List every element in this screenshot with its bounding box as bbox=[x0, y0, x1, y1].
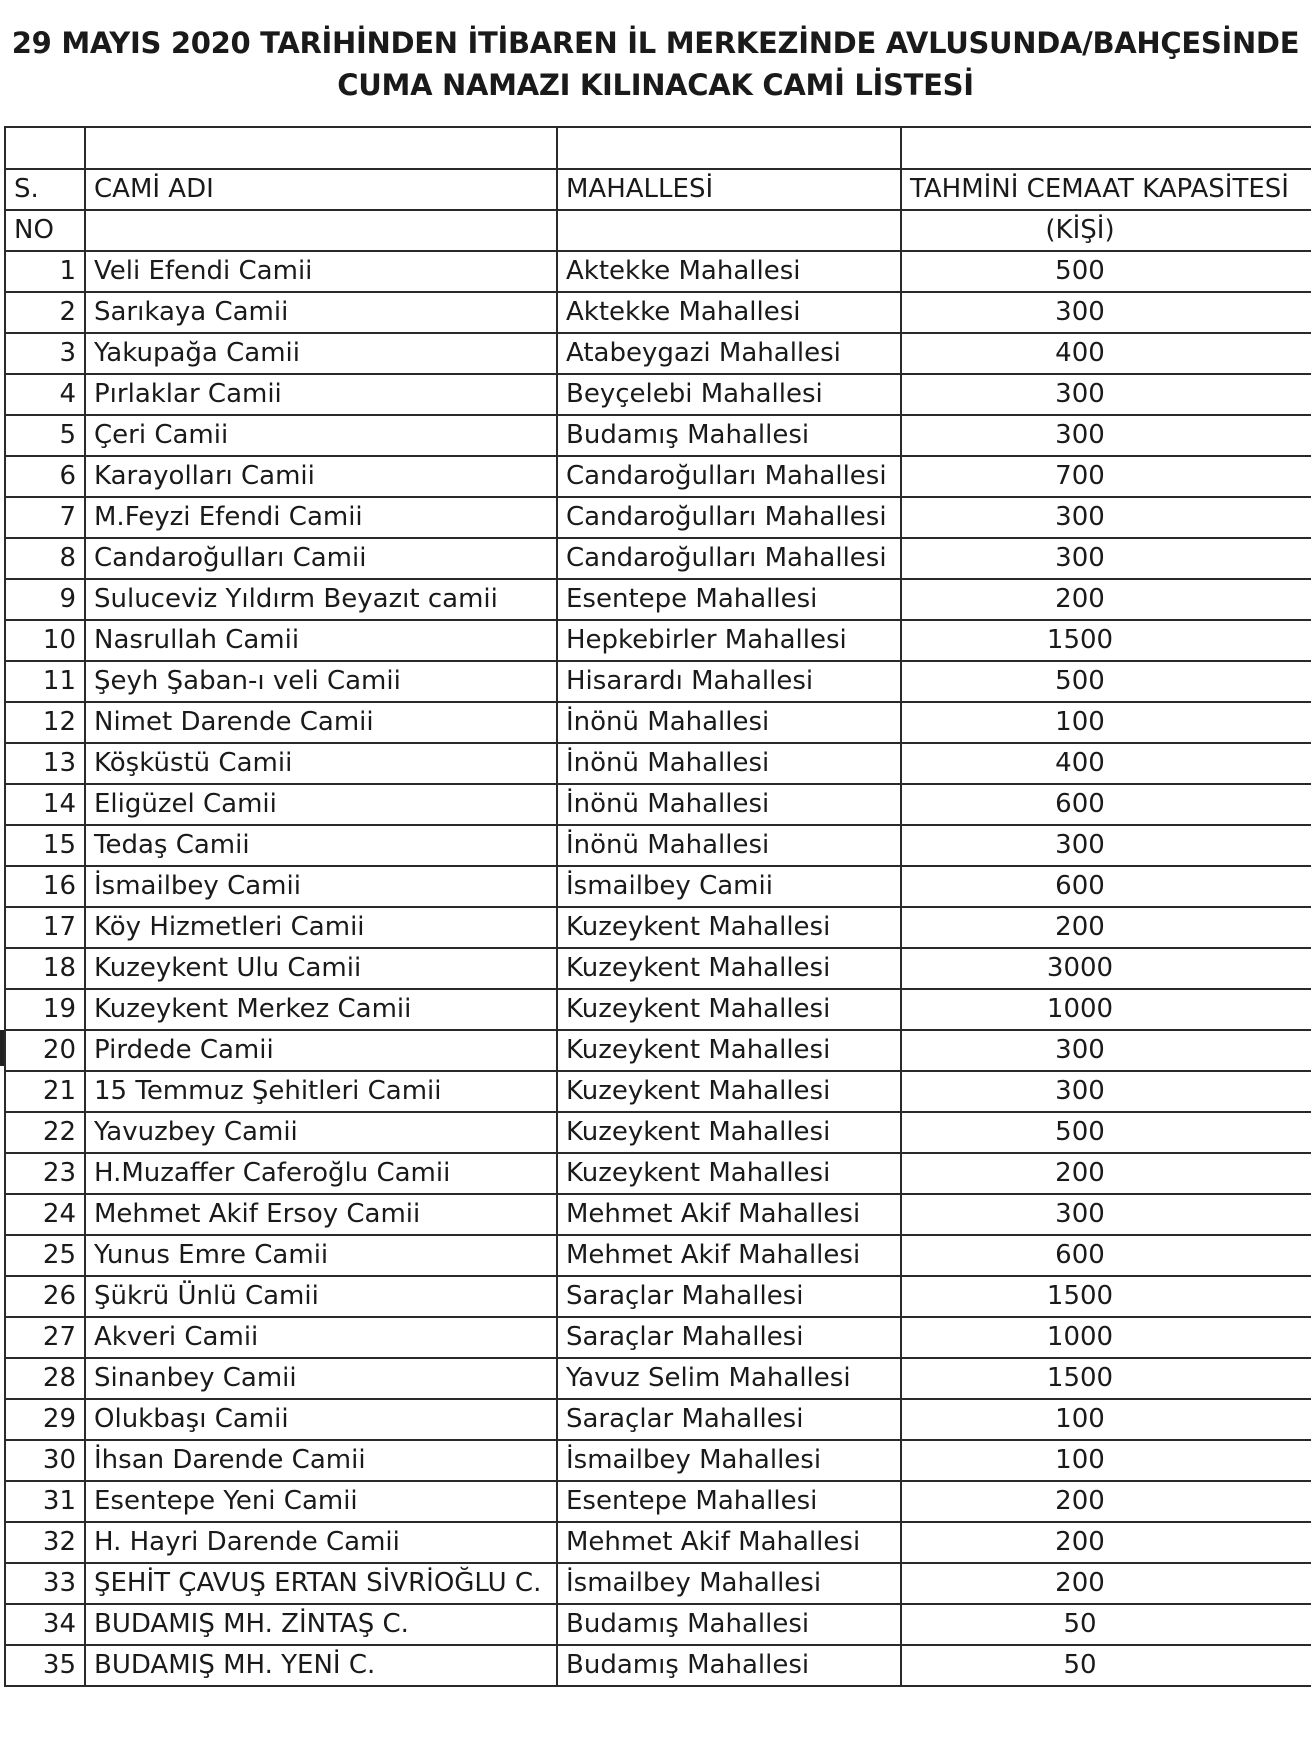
capacity-cell bbox=[901, 661, 1311, 702]
row-number: 5 bbox=[5, 415, 85, 456]
row-number: 12 bbox=[5, 702, 85, 743]
capacity-cell bbox=[901, 497, 1311, 538]
capacity-cell bbox=[901, 1481, 1311, 1522]
row-number: 17 bbox=[5, 907, 85, 948]
mosque-name: Köy Hizmetleri Camii bbox=[85, 907, 557, 948]
row-number: 14 bbox=[5, 784, 85, 825]
mosque-name: H. Hayri Darende Camii bbox=[85, 1522, 557, 1563]
blank-header-row bbox=[5, 127, 1311, 169]
capacity-cell bbox=[901, 538, 1311, 579]
table-row bbox=[5, 1235, 1311, 1276]
table-row bbox=[5, 661, 1311, 702]
mosque-name: Şeyh Şaban-ı veli Camii bbox=[85, 661, 557, 702]
header-row-1 bbox=[5, 169, 1311, 210]
capacity-value: 400 bbox=[1055, 748, 1105, 778]
header-mahalle: MAHALLESİ bbox=[557, 169, 901, 210]
capacity-cell bbox=[901, 1153, 1311, 1194]
mosque-name: Nasrullah Camii bbox=[85, 620, 557, 661]
capacity-cell bbox=[901, 1645, 1311, 1686]
table-row bbox=[5, 1112, 1311, 1153]
capacity-cell bbox=[901, 1030, 1311, 1071]
capacity-value: 1500 bbox=[1046, 1281, 1114, 1311]
row-number: 3 bbox=[5, 333, 85, 374]
mahalle-name: Candaroğulları Mahallesi bbox=[557, 456, 901, 497]
capacity-cell bbox=[901, 784, 1311, 825]
row-number: 18 bbox=[5, 948, 85, 989]
row-number: 31 bbox=[5, 1481, 85, 1522]
capacity-cell bbox=[901, 333, 1311, 374]
table-row bbox=[5, 1399, 1311, 1440]
capacity-cell bbox=[901, 1563, 1311, 1604]
table-row bbox=[5, 1358, 1311, 1399]
row-number: 10 bbox=[5, 620, 85, 661]
mahalle-name: İnönü Mahallesi bbox=[557, 743, 901, 784]
table-row bbox=[5, 1481, 1311, 1522]
capacity-value: 400 bbox=[1055, 338, 1105, 368]
mosque-name: ŞEHİT ÇAVUŞ ERTAN SİVRİOĞLU C. bbox=[85, 1563, 557, 1604]
capacity-value: 500 bbox=[1055, 666, 1105, 696]
mahalle-name: Saraçlar Mahallesi bbox=[557, 1317, 901, 1358]
table-row bbox=[5, 497, 1311, 538]
capacity-cell bbox=[901, 907, 1311, 948]
mahalle-name: Candaroğulları Mahallesi bbox=[557, 497, 901, 538]
mahalle-name: Mehmet Akif Mahallesi bbox=[557, 1522, 901, 1563]
capacity-cell bbox=[901, 825, 1311, 866]
capacity-cell bbox=[901, 456, 1311, 497]
row-number: 8 bbox=[5, 538, 85, 579]
table-row bbox=[5, 1030, 1311, 1071]
mahalle-name: Saraçlar Mahallesi bbox=[557, 1399, 901, 1440]
mosque-name: Esentepe Yeni Camii bbox=[85, 1481, 557, 1522]
mahalle-name: Kuzeykent Mahallesi bbox=[557, 1071, 901, 1112]
row-number: 7 bbox=[5, 497, 85, 538]
capacity-cell bbox=[901, 1440, 1311, 1481]
mahalle-name: İnönü Mahallesi bbox=[557, 702, 901, 743]
mosque-name: Yavuzbey Camii bbox=[85, 1112, 557, 1153]
capacity-value: 300 bbox=[1055, 379, 1105, 409]
capacity-value: 500 bbox=[1055, 256, 1105, 286]
capacity-value: 300 bbox=[1055, 420, 1105, 450]
capacity-value: 500 bbox=[1055, 1117, 1105, 1147]
capacity-value: 50 bbox=[1063, 1650, 1097, 1680]
row-number: 4 bbox=[5, 374, 85, 415]
capacity-value: 200 bbox=[1055, 584, 1105, 614]
capacity-cell bbox=[901, 743, 1311, 784]
title-line-2: CUMA NAMAZI KILINACAK CAMİ LİSTESİ bbox=[337, 68, 974, 102]
mosque-name: Sinanbey Camii bbox=[85, 1358, 557, 1399]
mahalle-name: Aktekke Mahallesi bbox=[557, 292, 901, 333]
row-number: 26 bbox=[5, 1276, 85, 1317]
capacity-value: 200 bbox=[1055, 1527, 1105, 1557]
capacity-cell bbox=[901, 1194, 1311, 1235]
mahalle-name: Mehmet Akif Mahallesi bbox=[557, 1194, 901, 1235]
table-row bbox=[5, 538, 1311, 579]
capacity-value: 300 bbox=[1055, 1199, 1105, 1229]
mahalle-name: Candaroğulları Mahallesi bbox=[557, 538, 901, 579]
mosque-name: Yunus Emre Camii bbox=[85, 1235, 557, 1276]
header-capacity-line-2: (KİŞİ) bbox=[1045, 215, 1115, 245]
row-number: 1 bbox=[5, 251, 85, 292]
mahalle-name: Atabeygazi Mahallesi bbox=[557, 333, 901, 374]
header-capacity-line-1: TAHMİNİ CEMAAT KAPASİTESİ bbox=[901, 169, 1311, 210]
capacity-value: 1000 bbox=[1046, 994, 1114, 1024]
mosque-name: İsmailbey Camii bbox=[85, 866, 557, 907]
table-row bbox=[5, 989, 1311, 1030]
capacity-cell bbox=[901, 1358, 1311, 1399]
capacity-value: 600 bbox=[1055, 1240, 1105, 1270]
header-no-line-1: S. bbox=[5, 169, 85, 210]
capacity-cell bbox=[901, 1317, 1311, 1358]
table-row bbox=[5, 456, 1311, 497]
row-number: 33 bbox=[5, 1563, 85, 1604]
capacity-value: 50 bbox=[1063, 1609, 1097, 1639]
table-row bbox=[5, 415, 1311, 456]
blank-cell bbox=[5, 127, 85, 169]
row-number: 32 bbox=[5, 1522, 85, 1563]
table-row bbox=[5, 743, 1311, 784]
header-no-line-2: NO bbox=[5, 210, 85, 251]
mosque-name: Kuzeykent Merkez Camii bbox=[85, 989, 557, 1030]
capacity-cell bbox=[901, 415, 1311, 456]
capacity-value: 1500 bbox=[1046, 625, 1114, 655]
blank-cell bbox=[557, 127, 901, 169]
capacity-value: 200 bbox=[1055, 1568, 1105, 1598]
mosque-name: İhsan Darende Camii bbox=[85, 1440, 557, 1481]
capacity-cell bbox=[901, 292, 1311, 333]
blank-cell bbox=[85, 127, 557, 169]
capacity-value: 300 bbox=[1055, 1076, 1105, 1106]
capacity-cell bbox=[901, 702, 1311, 743]
row-number: 22 bbox=[5, 1112, 85, 1153]
capacity-value: 300 bbox=[1055, 297, 1105, 327]
row-number: 34 bbox=[5, 1604, 85, 1645]
row-number: 16 bbox=[5, 866, 85, 907]
mahalle-name: İsmailbey Mahallesi bbox=[557, 1440, 901, 1481]
row-number: 6 bbox=[5, 456, 85, 497]
table-row bbox=[5, 374, 1311, 415]
capacity-value: 100 bbox=[1055, 707, 1105, 737]
mosque-name: Olukbaşı Camii bbox=[85, 1399, 557, 1440]
mosque-name: Suluceviz Yıldırm Beyazıt camii bbox=[85, 579, 557, 620]
capacity-value: 600 bbox=[1055, 789, 1105, 819]
mosque-name: Pırlaklar Camii bbox=[85, 374, 557, 415]
capacity-cell bbox=[901, 989, 1311, 1030]
capacity-value: 300 bbox=[1055, 1035, 1105, 1065]
mahalle-name: İsmailbey Mahallesi bbox=[557, 1563, 901, 1604]
header-name: CAMİ ADI bbox=[85, 169, 557, 210]
mahalle-name: Kuzeykent Mahallesi bbox=[557, 907, 901, 948]
mahalle-name: Beyçelebi Mahallesi bbox=[557, 374, 901, 415]
table-row bbox=[5, 948, 1311, 989]
table-row bbox=[5, 825, 1311, 866]
row-number: 21 bbox=[5, 1071, 85, 1112]
table-row bbox=[5, 251, 1311, 292]
mahalle-name: İnönü Mahallesi bbox=[557, 825, 901, 866]
table-row bbox=[5, 1604, 1311, 1645]
table-row bbox=[5, 1522, 1311, 1563]
mahalle-name: Hepkebirler Mahallesi bbox=[557, 620, 901, 661]
mosque-name: 15 Temmuz Şehitleri Camii bbox=[85, 1071, 557, 1112]
table-row bbox=[5, 1317, 1311, 1358]
header-capacity-cell bbox=[901, 210, 1311, 251]
mosque-name: Karayolları Camii bbox=[85, 456, 557, 497]
capacity-cell bbox=[901, 1071, 1311, 1112]
capacity-value: 300 bbox=[1055, 502, 1105, 532]
capacity-cell bbox=[901, 620, 1311, 661]
row-number: 20 bbox=[5, 1030, 85, 1071]
row-number: 24 bbox=[5, 1194, 85, 1235]
title-line-1: 29 MAYIS 2020 TARİHİNDEN İTİBAREN İL MERKEZİNDE AVLUSUNDA/BAHÇESİNDE bbox=[11, 26, 1300, 60]
mahalle-name: Aktekke Mahallesi bbox=[557, 251, 901, 292]
capacity-cell bbox=[901, 1235, 1311, 1276]
capacity-value: 300 bbox=[1055, 830, 1105, 860]
header-row-2 bbox=[5, 210, 1311, 251]
mosque-name: Pirdede Camii bbox=[85, 1030, 557, 1071]
row-number: 9 bbox=[5, 579, 85, 620]
table-row bbox=[5, 1194, 1311, 1235]
mahalle-name: Kuzeykent Mahallesi bbox=[557, 1153, 901, 1194]
mosque-name: BUDAMIŞ MH. YENİ C. bbox=[85, 1645, 557, 1686]
table-row bbox=[5, 702, 1311, 743]
mahalle-name: Esentepe Mahallesi bbox=[557, 579, 901, 620]
mahalle-name: İnönü Mahallesi bbox=[557, 784, 901, 825]
mahalle-name: Budamış Mahallesi bbox=[557, 1604, 901, 1645]
capacity-value: 200 bbox=[1055, 1486, 1105, 1516]
mosque-name: BUDAMIŞ MH. ZİNTAŞ C. bbox=[85, 1604, 557, 1645]
mahalle-name: Mehmet Akif Mahallesi bbox=[557, 1235, 901, 1276]
mosque-name: Nimet Darende Camii bbox=[85, 702, 557, 743]
mahalle-name: Budamış Mahallesi bbox=[557, 415, 901, 456]
capacity-value: 100 bbox=[1055, 1445, 1105, 1475]
mahalle-name: Kuzeykent Mahallesi bbox=[557, 989, 901, 1030]
blank-cell bbox=[901, 127, 1311, 169]
capacity-cell bbox=[901, 1112, 1311, 1153]
table-row bbox=[5, 1563, 1311, 1604]
capacity-value: 1000 bbox=[1046, 1322, 1114, 1352]
capacity-value: 200 bbox=[1055, 1158, 1105, 1188]
capacity-cell bbox=[901, 866, 1311, 907]
mosque-name: Veli Efendi Camii bbox=[85, 251, 557, 292]
row-number: 19 bbox=[5, 989, 85, 1030]
capacity-value: 300 bbox=[1055, 543, 1105, 573]
mosque-name: Akveri Camii bbox=[85, 1317, 557, 1358]
mosque-name: Eligüzel Camii bbox=[85, 784, 557, 825]
table-row bbox=[5, 1071, 1311, 1112]
capacity-cell bbox=[901, 1276, 1311, 1317]
mosque-list-table bbox=[4, 126, 1311, 1687]
table-row bbox=[5, 579, 1311, 620]
capacity-value: 200 bbox=[1055, 912, 1105, 942]
capacity-cell bbox=[901, 1522, 1311, 1563]
capacity-value: 700 bbox=[1055, 461, 1105, 491]
row-number: 29 bbox=[5, 1399, 85, 1440]
table-row bbox=[5, 784, 1311, 825]
mosque-name: Kuzeykent Ulu Camii bbox=[85, 948, 557, 989]
capacity-value: 100 bbox=[1055, 1404, 1105, 1434]
table-row bbox=[5, 1645, 1311, 1686]
capacity-value: 3000 bbox=[1046, 953, 1114, 983]
table-row bbox=[5, 292, 1311, 333]
mosque-name: Çeri Camii bbox=[85, 415, 557, 456]
capacity-cell bbox=[901, 948, 1311, 989]
mosque-name: Köşküstü Camii bbox=[85, 743, 557, 784]
capacity-cell bbox=[901, 579, 1311, 620]
table-row bbox=[5, 1153, 1311, 1194]
row-number: 15 bbox=[5, 825, 85, 866]
mahalle-name: Saraçlar Mahallesi bbox=[557, 1276, 901, 1317]
mahalle-name: Esentepe Mahallesi bbox=[557, 1481, 901, 1522]
row-number: 35 bbox=[5, 1645, 85, 1686]
mahalle-name: Budamış Mahallesi bbox=[557, 1645, 901, 1686]
row-number: 27 bbox=[5, 1317, 85, 1358]
mahalle-name: İsmailbey Camii bbox=[557, 866, 901, 907]
mahalle-name: Hisarardı Mahallesi bbox=[557, 661, 901, 702]
row-number: 23 bbox=[5, 1153, 85, 1194]
mahalle-name: Yavuz Selim Mahallesi bbox=[557, 1358, 901, 1399]
document-title bbox=[0, 22, 1311, 106]
row-number: 28 bbox=[5, 1358, 85, 1399]
capacity-cell bbox=[901, 251, 1311, 292]
table-row bbox=[5, 1440, 1311, 1481]
table-row bbox=[5, 907, 1311, 948]
row-number: 13 bbox=[5, 743, 85, 784]
row-number: 30 bbox=[5, 1440, 85, 1481]
mosque-name: Şükrü Ünlü Camii bbox=[85, 1276, 557, 1317]
mosque-name: H.Muzaffer Caferoğlu Camii bbox=[85, 1153, 557, 1194]
capacity-value: 1500 bbox=[1046, 1363, 1114, 1393]
capacity-cell bbox=[901, 374, 1311, 415]
row-number: 25 bbox=[5, 1235, 85, 1276]
header-mahalle-empty bbox=[557, 210, 901, 251]
capacity-cell bbox=[901, 1604, 1311, 1645]
mosque-name: M.Feyzi Efendi Camii bbox=[85, 497, 557, 538]
row-number: 2 bbox=[5, 292, 85, 333]
mosque-name: Tedaş Camii bbox=[85, 825, 557, 866]
mosque-name: Mehmet Akif Ersoy Camii bbox=[85, 1194, 557, 1235]
table-row bbox=[5, 620, 1311, 661]
mahalle-name: Kuzeykent Mahallesi bbox=[557, 948, 901, 989]
row-number: 11 bbox=[5, 661, 85, 702]
mosque-name: Yakupağa Camii bbox=[85, 333, 557, 374]
table-row bbox=[5, 333, 1311, 374]
table-row bbox=[5, 866, 1311, 907]
mahalle-name: Kuzeykent Mahallesi bbox=[557, 1030, 901, 1071]
mahalle-name: Kuzeykent Mahallesi bbox=[557, 1112, 901, 1153]
capacity-value: 600 bbox=[1055, 871, 1105, 901]
header-name-empty bbox=[85, 210, 557, 251]
table-row bbox=[5, 1276, 1311, 1317]
capacity-cell bbox=[901, 1399, 1311, 1440]
mosque-name: Sarıkaya Camii bbox=[85, 292, 557, 333]
mosque-name: Candaroğulları Camii bbox=[85, 538, 557, 579]
